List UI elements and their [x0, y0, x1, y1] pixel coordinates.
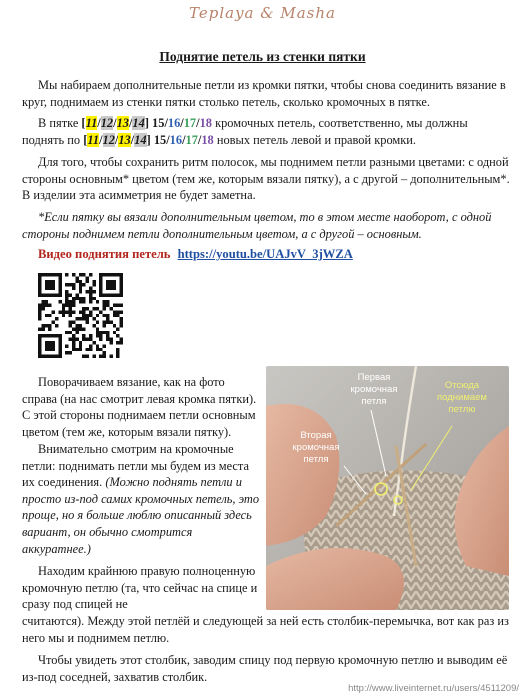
qr-code: [38, 273, 123, 358]
video-label: Видео поднятия петель: [38, 247, 171, 261]
photo-label-pickup-point: Отсюда поднимаем петлю: [437, 380, 487, 415]
rightmost-stitch-paragraph-end: считаются). Между этой петлёй и следующей за ней есть столбик-перемычка, вот как раз из него мы и поднимем петлю.: [22, 614, 509, 645]
brand-logo: Teplaya & Masha: [189, 4, 336, 22]
see-bar-paragraph: Чтобы увидеть этот столбик, заводим спицу под первую кромочную петлю и выводим её из-под соседней, захватив столбик.: [22, 653, 508, 684]
footnote-paragraph: *Если пятку вы вязали дополнительным цветом, то в этом месте наоборот, с одной стороны поднимем петли дополнительным цветом, а с другой – основным.: [22, 210, 492, 241]
video-line: [38, 247, 353, 262]
source-url: http://www.liveinternet.ru/users/4511209/: [348, 683, 519, 694]
photo-label-first-edge: Первая кромочная петля: [350, 372, 398, 407]
video-link[interactable]: https://youtu.be/UAJvV_3jWZA: [177, 247, 353, 261]
intro-paragraph: Мы набираем дополнительные петли из кромки пятки, чтобы снова соединить вязание в круг, поднимаем из стенки пятки столько петель, сколько кромочных в пятке.: [22, 78, 506, 109]
turn-work-paragraph: Поворачиваем вязание, как на фото справа (на нас смотрит левая кромка пятки). С этой стороны поднимаем петли основным цветом (тем же, которым вязали пятку).: [22, 375, 257, 439]
knitting-photo: [266, 366, 509, 610]
joint-paragraph: Внимательно смотрим на кромочные петли: поднимать петли мы будем из места их соединения. (Можно поднять петли и просто из-под самих кромочных петель, это проще, но я больше люблю описанный здесь вариант, он обычно смотрится аккуратнее.): [22, 442, 260, 556]
stitch-count-paragraph: В пятке [11/12/13/14] 15/16/17/18 кромочных петель, соответственно, мы должны поднять по [11/12/13/14] 15/16/17/18 новых петель левой и правой кромки.: [22, 116, 468, 147]
page-title: Поднятие петель из стенки пятки: [159, 49, 366, 64]
color-rhythm-paragraph: Для того, чтобы сохранить ритм полосок, мы поднимем петли разными цветами: с одной стороны основным* цветом (тем же, которым вязали пятку), а с другой – дополнительным*. В изделии эта асимметрия не будет заметна.: [22, 155, 510, 203]
photo-label-second-edge: Вторая кромочная петля: [292, 430, 340, 465]
rightmost-stitch-paragraph-start: Находим крайнюю правую полноценную кромочную петлю (та, что сейчас на спице и сразу под спицей не: [22, 564, 258, 612]
